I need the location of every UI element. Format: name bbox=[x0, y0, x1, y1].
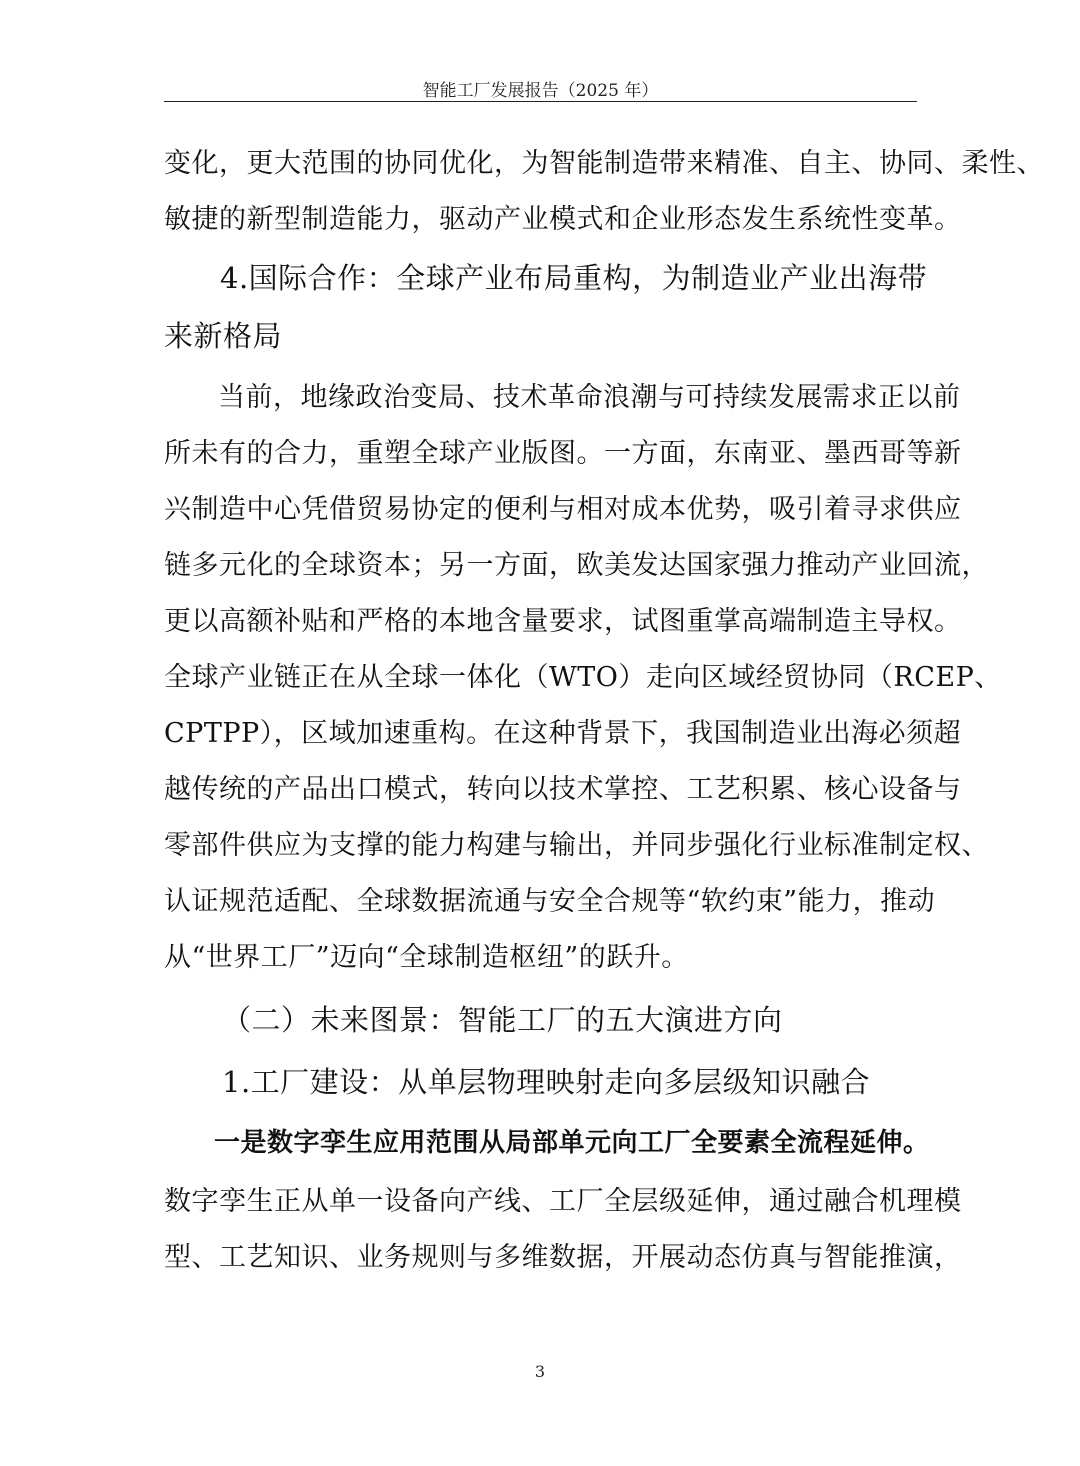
body-line: 当前，地缘政治变局、技术革命浪潮与可持续发展需求正以前 bbox=[218, 382, 961, 413]
section-heading: 4.国际合作：全球产业布局重构，为制造业产业出海带 bbox=[220, 261, 928, 295]
section-heading: 来新格局 bbox=[164, 319, 283, 353]
body-line: 敏捷的新型制造能力，驱动产业模式和企业形态发生系统性变革。 bbox=[164, 204, 962, 235]
page-number: 3 bbox=[534, 1362, 546, 1381]
body-line: 零部件供应为支撑的能力构建与输出，并同步强化行业标准制定权、 bbox=[164, 830, 989, 861]
body-line: 全球产业链正在从全球一体化（WTO）走向区域经贸协同（RCEP、 bbox=[164, 662, 1002, 693]
running-header: 智能工厂发展报告（2025 年） bbox=[422, 81, 659, 101]
body-line: 认证规范适配、全球数据流通与安全合规等“软约束”能力，推动 bbox=[164, 886, 936, 917]
body-line: CPTPP），区域加速重构。在这种背景下，我国制造业出海必须超 bbox=[164, 718, 962, 749]
body-line: 链多元化的全球资本；另一方面，欧美发达国家强力推动产业回流， bbox=[164, 550, 989, 581]
body-line: 从“世界工厂”迈向“全球制造枢纽”的跃升。 bbox=[164, 942, 689, 973]
body-line: 数字孪生正从单一设备向产线、工厂全层级延伸，通过融合机理模 bbox=[164, 1186, 962, 1217]
section-heading: （二）未来图景：智能工厂的五大演进方向 bbox=[222, 1003, 783, 1037]
body-line: 所未有的合力，重塑全球产业版图。一方面，东南亚、墨西哥等新 bbox=[164, 438, 962, 469]
body-line: 变化，更大范围的协同优化，为智能制造带来精准、自主、协同、柔性、 bbox=[164, 148, 1044, 179]
body-line: 兴制造中心凭借贸易协定的便利与相对成本优势，吸引着寻求供应 bbox=[164, 494, 962, 525]
subsection-heading: 1.工厂建设：从单层物理映射走向多层级知识融合 bbox=[222, 1065, 871, 1099]
body-line: 型、工艺知识、业务规则与多维数据，开展动态仿真与智能推演， bbox=[164, 1242, 962, 1273]
bold-lead-sentence: 一是数字孪生应用范围从局部单元向工厂全要素全流程延伸。 bbox=[214, 1128, 930, 1158]
header-rule bbox=[164, 101, 917, 102]
body-line: 更以高额补贴和严格的本地含量要求，试图重掌高端制造主导权。 bbox=[164, 606, 962, 637]
body-line: 越传统的产品出口模式，转向以技术掌控、工艺积累、核心设备与 bbox=[164, 774, 962, 805]
